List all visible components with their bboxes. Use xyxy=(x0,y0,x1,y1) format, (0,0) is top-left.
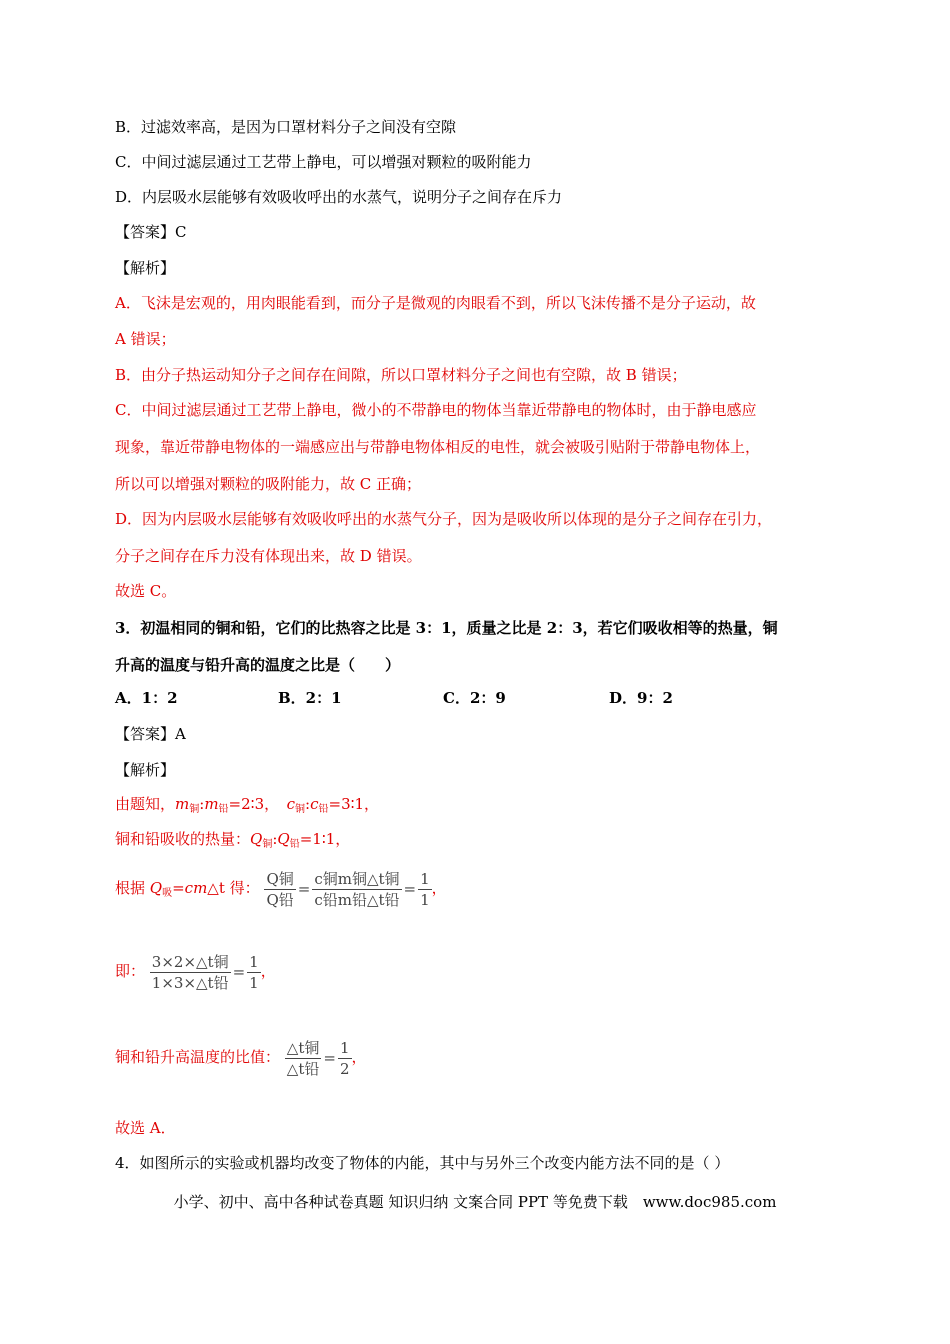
q2-explanation-c-line2: 现象，靠近带静电物体的一端感应出与带静电物体相反的电性，就会被吸引贴附于带静电物体上， xyxy=(115,438,761,456)
q4-stem: 4．如图所示的实验或机器均改变了物体的内能，其中与另外三个改变内能方法不同的是（ ） xyxy=(115,1154,730,1172)
fraction-dt-ratio: $\frac{\text{△t铜}}{\text{△t铅}}$ xyxy=(286,1038,320,1078)
q3-answer: 【答案】A xyxy=(115,725,186,743)
page-footer: 小学、初中、高中各种试卷真题 知识归纳 文案合同 PPT 等免费下载 www.doc985.com xyxy=(173,1193,777,1211)
q2-explanation-b: B．由分子热运动知分子之间存在间隙，所以口罩材料分子之间也有空隙，故 B 错误； xyxy=(115,366,687,384)
q2-option-d: D．内层吸水层能够有效吸收呼出的水蒸气，说明分子之间存在斥力 xyxy=(115,188,563,206)
q2-explanation-c-line3: 所以可以增强对颗粒的吸附能力，故 C 正确； xyxy=(115,475,422,493)
q3-heat-line: 铜和铅吸收的热量：$Q_铜:Q_铅=1∶1$， xyxy=(115,830,351,850)
q2-option-c: C．中间过滤层通过工艺带上静电，可以增强对颗粒的吸附能力 xyxy=(115,153,532,171)
q2-option-b: B．过滤效率高，是因为口罩材料分子之间没有空隙 xyxy=(115,118,457,136)
q2-answer: 【答案】C xyxy=(115,223,187,241)
q3-stem-line1: 3．初温相同的铜和铅，它们的比热容之比是 3：1，质量之比是 2：3，若它们吸收相等的热量，铜 xyxy=(115,619,778,637)
fraction-one-over-one-2: $\frac{1}{1}$ xyxy=(249,952,259,992)
fraction-one-half: $\frac{1}{2}$ xyxy=(339,1038,350,1078)
fraction-substituted: $\frac{\text{3×2×△t铜}}{\text{1×3×△t铅}}$ xyxy=(151,952,229,992)
fraction-cm-ratio: $\frac{\text{c铜m铜△t铜}}{\text{c铅m铅△t铅}}$ xyxy=(314,869,400,909)
q2-conclusion: 故选 C。 xyxy=(115,582,177,600)
q2-explanation-d-line2: 分子之间存在斥力没有体现出来，故 D 错误。 xyxy=(115,547,422,565)
q3-analysis-label: 【解析】 xyxy=(115,761,176,779)
q2-explanation-a-line2: A 错误； xyxy=(115,330,176,348)
q3-conclusion: 故选 A． xyxy=(115,1119,176,1137)
q2-explanation-c-line1: C．中间过滤层通过工艺带上静电，微小的不带静电的物体当靠近带静电的物体时，由于静电感应 xyxy=(115,401,757,419)
q3-formula-line: 根据 $Q_吸=cm\triangle t$ 得： $\frac{\text{Q铜}}{\text{Q铅}}$ = $\frac{\text{c铜m铜△t铜}}{\text{c铅m铅△t铅}}$ = $\frac{1}{1}$ ， xyxy=(115,869,447,909)
q3-equation-line: 即： $\frac{\text{3×2×△t铜}}{\text{1×3×△t铅}}$ = $\frac{1}{1}$ ， xyxy=(115,952,276,992)
q3-option-a: A．1：2 xyxy=(115,689,178,707)
fraction-one-over-one: $\frac{1}{1}$ xyxy=(420,869,430,909)
q2-analysis-label: 【解析】 xyxy=(115,259,176,277)
q3-ratio-line: 铜和铅升高温度的比值： $\frac{\text{△t铜}}{\text{△t铅}}$ = $\frac{1}{2}$ ， xyxy=(115,1038,367,1078)
q3-given-line: 由题知，$m_铜:m_铅=2∶3$， $c_铜:c_铅=3∶1$， xyxy=(115,795,380,815)
q2-explanation-d-line1: D．因为内层吸水层能够有效吸收呼出的水蒸气分子，因为是吸收所以体现的是分子之间存在引力， xyxy=(115,510,773,528)
fraction-q-ratio: $\frac{\text{Q铜}}{\text{Q铅}}$ xyxy=(266,869,294,909)
q2-explanation-a-line1: A．飞沫是宏观的，用肉眼能看到，而分子是微观的肉眼看不到，所以飞沫传播不是分子运动，故 xyxy=(115,294,756,312)
q3-option-c: C．2：9 xyxy=(443,689,506,707)
q3-option-b: B．2：1 xyxy=(278,689,342,707)
q3-option-d: D．9：2 xyxy=(609,689,673,707)
q3-stem-line2: 升高的温度与铅升高的温度之比是（ ） xyxy=(115,656,401,674)
